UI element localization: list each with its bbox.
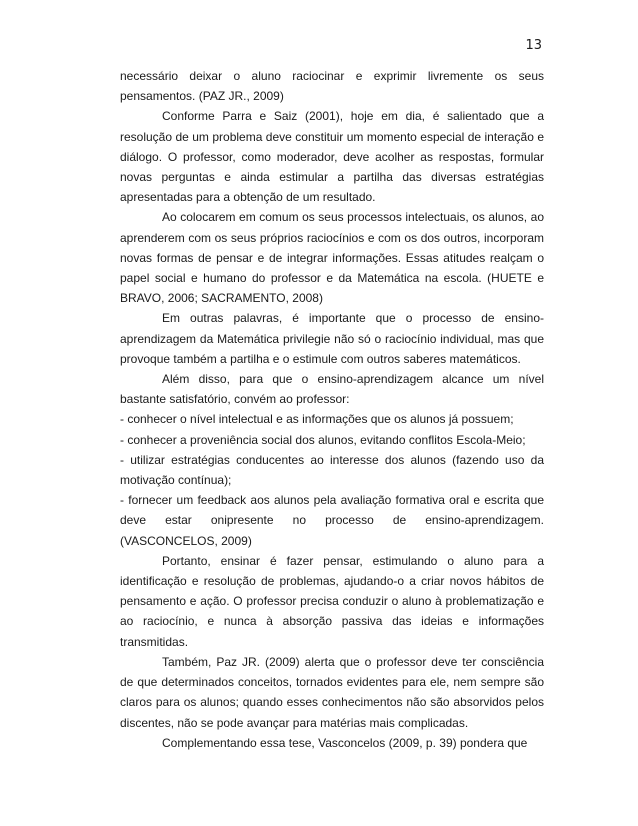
list-item: - conhecer a proveniência social dos alunos, evitando conflitos Escola-Meio; <box>120 432 526 447</box>
paragraph-1: necessário deixar o aluno raciocinar e exprimir livremente os seus pensamentos. (PAZ JR., 2009) <box>120 69 544 104</box>
paragraph-7: Também, Paz JR. (2009) alerta que o professor deve ter consciência de que determinados conceitos, tornados evidentes para ele, nem sempre são claros para os alunos; quando esses conhecimentos não são absorvidos pelos discentes, não se pode avançar para matérias mais complicadas. <box>120 654 544 730</box>
paragraph-6: Portanto, ensinar é fazer pensar, estimulando o aluno para a identificação e resolução de problemas, ajudando-o a criar novos hábitos de pensamento e ação. O professor precisa conduzir o aluno à problematização e ao raciocínio, e nunca à absorção passiva das ideias e informações transmitidas. <box>120 553 544 649</box>
list-item: - fornecer um feedback aos alunos pela avaliação formativa oral e escrita que deve estar onipresente no processo de ensino-aprendizagem. (VASCONCELOS, 2009) <box>120 493 544 548</box>
paragraph-2: Conforme Parra e Saiz (2001), hoje em dia, é salientado que a resolução de um problema deve constituir um momento especial de interação e diálogo. O professor, como moderador, deve acolher as respostas, formular novas perguntas e ainda estimular a partilha das diversas estratégias apresentadas para a obtenção de um resultado. <box>120 109 544 205</box>
paragraph-5: Além disso, para que o ensino-aprendizagem alcance um nível bastante satisfatório, convém ao professor: <box>120 372 544 407</box>
list-item: - conhecer o nível intelectual e as informações que os alunos já possuem; <box>120 412 514 427</box>
paragraph-3: Ao colocarem em comum os seus processos intelectuais, os alunos, ao aprenderem com os seus próprios raciocínios e com os dos outros, incorporam novas formas de pensar e de integrar informações. Essas atitudes realçam o papel social e humano do professor e da Matemática na escola. (HUETE e BRAVO, 2006; SACRAMENTO, 2008) <box>120 210 544 306</box>
list-item: - utilizar estratégias conducentes ao interesse dos alunos (fazendo uso da motivação contínua); <box>120 452 544 488</box>
paragraph-8: Complementando essa tese, Vasconcelos (2009, p. 39) pondera que <box>162 735 528 750</box>
body-text <box>120 66 544 753</box>
page-number: 13 <box>525 38 542 53</box>
paragraph-4: Em outras palavras, é importante que o processo de ensino-aprendizagem da Matemática privilegie não só o raciocínio individual, mas que provoque também a partilha e o estimule com outros saberes matemáticos. <box>120 311 544 366</box>
